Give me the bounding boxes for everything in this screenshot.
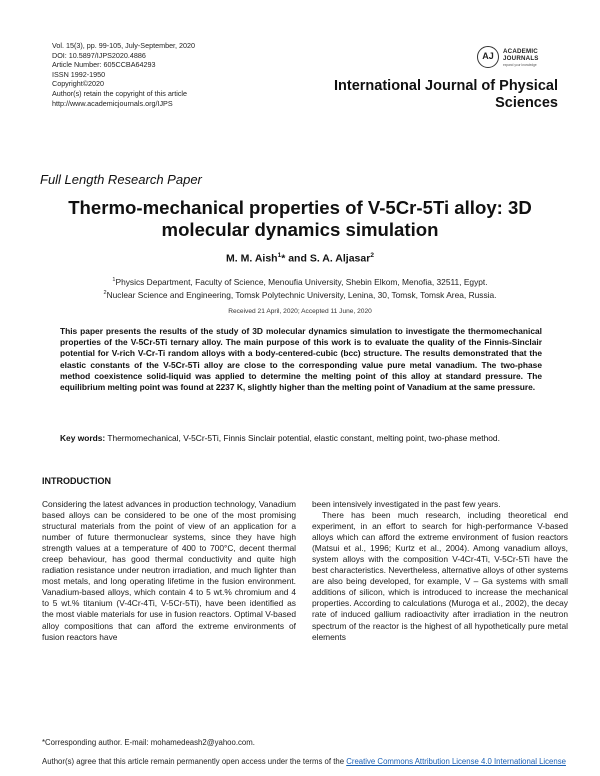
license-statement bbox=[42, 757, 572, 767]
meta-article-number: Article Number: 605CCBA64293 bbox=[52, 60, 156, 70]
author-1: M. M. Aish bbox=[226, 252, 278, 265]
affiliation-2-number: 2 bbox=[103, 290, 107, 297]
paper-title bbox=[30, 197, 570, 241]
journal-name-line-1: International Journal of Physical bbox=[334, 78, 558, 94]
license-text: Author(s) agree that this article remain permanently open access under the terms of the bbox=[42, 757, 347, 766]
meta-volume: Vol. 15(3), pp. 99-105, July-September, 2020 bbox=[52, 41, 196, 50]
author-list bbox=[0, 252, 600, 265]
journal-name-line-2: Sciences bbox=[495, 95, 558, 111]
author-2: S. A. Aljasar bbox=[309, 252, 371, 265]
aj-logo-icon: AJ bbox=[477, 46, 499, 68]
meta-issn: ISSN 1992-1950 bbox=[52, 69, 106, 79]
logo-line-2: JOURNALS bbox=[503, 55, 539, 62]
meta-journal-url: http://www.academicjournals.org/IJPS bbox=[52, 98, 173, 108]
corresponding-author-footnote: *Corresponding author. E-mail: mohamedeash2@yahoo.com. bbox=[42, 738, 255, 747]
title-line-2: molecular dynamics simulation bbox=[161, 219, 439, 240]
journal-name bbox=[308, 78, 558, 112]
author-1-affiliation: 1 bbox=[277, 252, 282, 259]
corresponding-mark: * bbox=[281, 252, 286, 265]
logo-tagline: expand your knowledge bbox=[503, 63, 537, 67]
article-metadata bbox=[52, 41, 312, 108]
right-paragraph-1: been intensively investigated in the past few years. bbox=[312, 499, 501, 509]
license-link[interactable]: Creative Commons Attribution License 4.0 International License bbox=[346, 757, 566, 766]
logo-wordmark bbox=[503, 48, 539, 62]
meta-copyright: Copyright©2020 bbox=[52, 79, 105, 89]
left-paragraph-1: Considering the latest advances in production technology, Vanadium based alloys can be considered to be one of the most promising structural materials from the point of view of an application for a number of future thermonuclear systems, since they have high strength values at a temperature of 400 to 700°C, decent thermal creep behaviour, has good thermal conductivity and quite high radiation resistance under neutron irradiation, and much lighter than most metals, and long operating lifetime in the fusion environment. Vanadium-based alloys, which contain 4 to 5 wt.% chromium and 4 to 5 wt.% titanium (V-4Cr-4Ti, V-5Cr-5Ti), have been identified as the most viable materials for use in fusion reactors. Optimal V-based alloy compositions that can afford the extreme environments of fusion reactors have bbox=[42, 499, 296, 642]
meta-doi: DOI: 10.5897/IJPS2020.4886 bbox=[52, 50, 146, 60]
affiliations bbox=[0, 275, 600, 302]
body-column-left bbox=[42, 499, 296, 643]
paper-type: Full Length Research Paper bbox=[40, 172, 202, 187]
meta-copyright-note: Author(s) retain the copyright of this article bbox=[52, 88, 188, 98]
author-join: and bbox=[285, 252, 310, 265]
keywords-label: Key words: bbox=[60, 433, 106, 443]
title-line-1: Thermo-mechanical properties of V-5Cr-5Ti alloy: 3D bbox=[68, 197, 532, 218]
affiliation-2 bbox=[0, 288, 600, 301]
logo-line-1: ACADEMIC bbox=[503, 48, 538, 55]
affiliation-1 bbox=[0, 275, 600, 288]
affiliation-1-text: Physics Department, Faculty of Science, Menoufia University, Shebin Elkom, Menofia, 32511, Egypt. bbox=[115, 276, 488, 287]
keywords-text: Thermomechanical, V-5Cr-5Ti, Finnis Sinclair potential, elastic constant, melting point, two-phase method. bbox=[105, 433, 500, 443]
affiliation-2-text: Nuclear Science and Engineering, Tomsk Polytechnic University, Lenina, 30, Tomsk, Tomsk Area, Russia. bbox=[106, 290, 497, 301]
affiliation-1-number: 1 bbox=[112, 277, 116, 283]
academic-journals-logo bbox=[477, 46, 557, 72]
keywords bbox=[60, 433, 542, 444]
right-paragraph-2: There has been much research, including theoretical end experiment, in an effort to search for high-performance V-based alloys which can afford the extreme environment of fusion reactors (Matsui et al., 1996; Kurtz et al., 2004). Among vanadium alloys, system alloys with the composition V-4Cr-4Ti, V-5Cr-5Ti have the best characteristics. Nevertheless, alternative alloys of other systems are also being developed, for example, V – Ga systems with small additions of silicon, which is introduced to increase the mechanical properties. According to calculations (Muroga et al., 2002), the decay rate of induced gallium radioactivity after irradiation in the neutron spectrum of the reactor is the highest of all hypothetically pure metal elements bbox=[312, 510, 569, 642]
received-dates: Received 21 April, 2020; Accepted 11 June, 2020 bbox=[228, 308, 372, 315]
body-column-right bbox=[312, 499, 568, 643]
section-heading-introduction: INTRODUCTION bbox=[42, 476, 111, 486]
author-2-affiliation: 2 bbox=[370, 252, 374, 259]
abstract: This paper presents the results of the study of 3D molecular dynamics simulation to investigate the thermomechanical properties of the V-5Cr-5Ti ternary alloy. The main purpose of this work is to evaluate the quality of the Finnis-Sinclair potential for V-rich V-Cr-Ti random alloys with a body-centered-cubic (bcc) structure. The results demonstrated that the elastic constants of the V-5Cr-5Ti alloy are close to the corresponding value pure metal vanadium. The two-phase method coexistence solid-liquid was applied to determine the melting point of this alloy at standard pressure. The equilibrium melting point was found at 2237 K, slightly higher than the melting point of Vanadium at the same pressure. bbox=[60, 326, 542, 393]
